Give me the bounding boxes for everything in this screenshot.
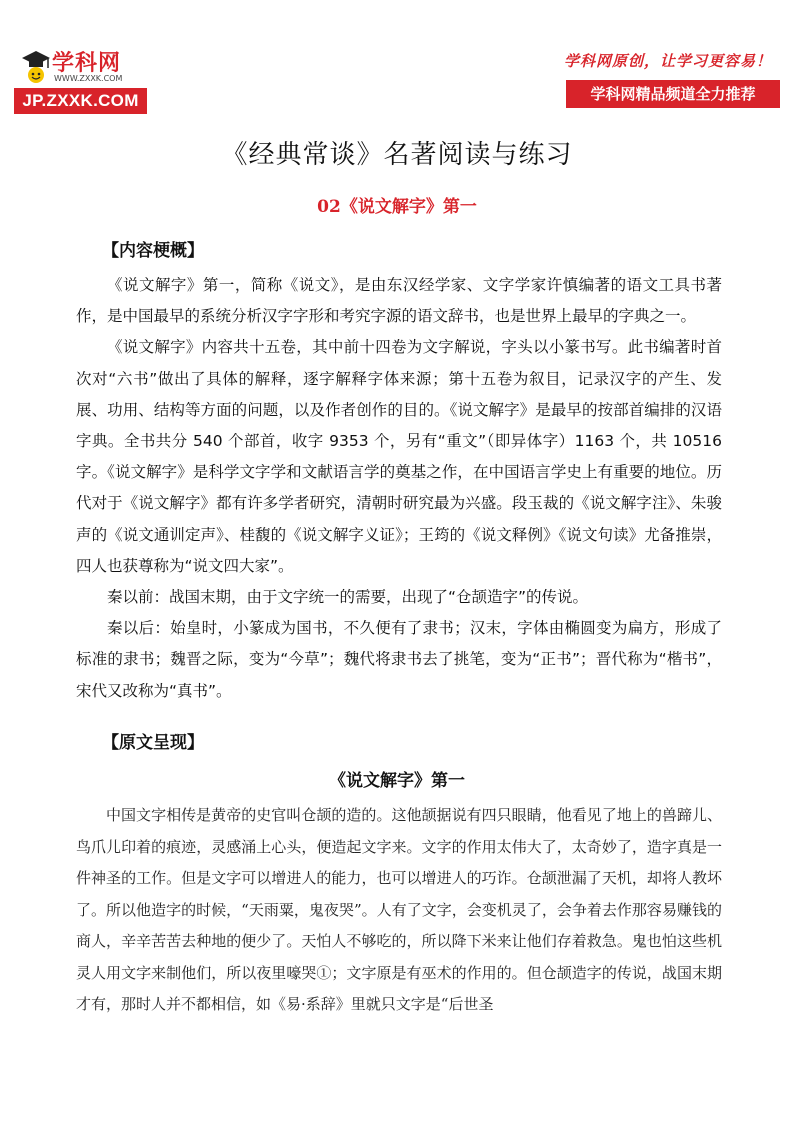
logo-name: 学科网 [52,51,122,76]
summary-body [76,270,722,707]
page-title: 《经典常谈》名著阅读与练习 [221,140,573,170]
recommend-badge[interactable]: 学科网精品频道全力推荐 [566,80,780,108]
summary-paragraph: 《说文解字》第一，简称《说文》，是由东汉经学家、文字学家许慎编著的语文工具书著作，是中国最早的系统分析汉字字形和考究字源的语文辞书，也是世界上最早的字典之一。 [76,276,722,326]
original-heading: 【原文呈现】 [102,733,204,753]
summary-paragraph: 《说文解字》内容共十五卷，其中前十四卷为文字解说，字头以小篆书写。此书编著时首次对“六书”做出了具体的解释，逐字解释字体来源；第十五卷为叙目，记录汉字的产生、发展、功用、结构等方面的问题，以及作者创作的目的。《说文解字》是最早的按部首编排的汉语字典。全书共分 540 个部首，收字 9353 个，另有“重文”（即异体字）1163 个，共 10516 字。《说文解字》是科学文字学和文献语言学的奠基之作，在中国语言学史上有重要的地位。历代对于《说文解字》都有许多学者研究，清朝时研究最为兴盛。段玉裁的《说文解字注》、朱骏声的《说文通训定声》、桂馥的《说文解字义证》；王筠的《说文释例》《说文句读》尤备推崇，四人也获尊称为“说文四大家”。 [76,338,722,575]
site-logo[interactable] [14,40,154,116]
graduation-cap-icon [20,48,52,84]
original-text: 中国文字相传是黄帝的史官叫仓颉的造的。这他颉据说有四只眼睛，他看见了地上的兽蹄儿、鸟爪儿印着的痕迹，灵感涌上心头，便造起文字来。文字的作用太伟大了，太奇妙了，造字真是一件神圣的工作。但是文字可以增进人的能力，也可以增进人的巧诈。仓颉泄漏了天机，却将人教坏了。所以他造字的时候，“天雨粟，鬼夜哭”。人有了文字，会变机灵了，会争着去作那容易赚钱的商人，辛辛苦苦去种地的便少了。天怕人不够吃的，所以降下米来让他们存着救急。鬼也怕这些机灵人用文字来制他们，所以夜里嚎哭①；文字原是有巫术的作用的。但仓颉造字的传说，战国末期才有，那时人并不都相信，如《易·系辞》里就只文字是“后世圣 [76,806,722,1013]
logo-badge[interactable]: JP.ZXXK.COM [14,88,147,114]
slogan: 学科网原创，让学习更容易！ [563,52,772,70]
summary-paragraph: 秦以前：战国末期，由于文字统一的需要，出现了“仓颉造字”的传说。 [107,588,589,607]
summary-heading: 【内容梗概】 [102,241,204,261]
logo-mark [14,46,134,86]
summary-paragraph: 秦以后：始皇时，小篆成为国书，不久便有了隶书；汉末，字体由椭圆变为扁方，形成了标准的隶书；魏晋之际，变为“今草”；魏代将隶书去了挑笔，变为“正书”；晋代称为“楷书”，宋代又改称为“真书”。 [76,619,722,700]
original-title: 《说文解字》第一 [329,771,465,791]
logo-url: WWW.ZXXK.COM [54,74,123,83]
chapter-subtitle: 02《说文解字》第一 [317,197,477,217]
